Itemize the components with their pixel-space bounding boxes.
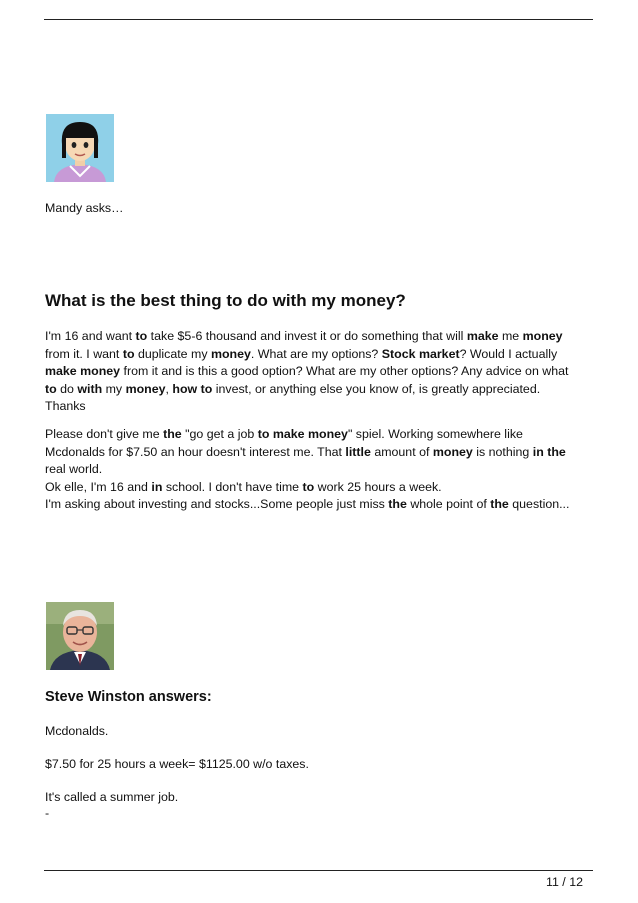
answer-line: $7.50 for 25 hours a week= $1125.00 w/o taxes. xyxy=(45,757,309,771)
top-rule xyxy=(44,19,593,20)
question-line: Mcdonalds for $7.50 an hour doesn't interest me. That little amount of money is nothing in the xyxy=(45,444,566,459)
answer-heading: Steve Winston answers: xyxy=(45,689,212,705)
question-line: I'm asking about investing and stocks...Some people just miss the whole point of the question... xyxy=(45,497,570,511)
question-line: Please don't give me the "go get a job to make money" spiel. Working somewhere like xyxy=(45,427,523,441)
cartoon-girl-avatar-icon xyxy=(46,114,114,182)
asker-intro: Mandy asks… xyxy=(45,201,124,215)
question-line: Thanks xyxy=(45,399,86,413)
answer-line: Mcdonalds. xyxy=(45,724,109,738)
question-line: make money from it and is this a good option? What are my other options? Any advice on what xyxy=(45,364,569,378)
page-number: 11 / 12 xyxy=(546,875,583,889)
asker-avatar xyxy=(46,114,114,182)
question-line: Ok elle, I'm 16 and in school. I don't have time to work 25 hours a week. xyxy=(45,479,442,494)
answer-line: - xyxy=(45,806,50,820)
question-line: to do with my money, how to invest, or anything else you know of, is greatly appreciated. xyxy=(45,381,541,396)
question-body xyxy=(45,328,597,416)
question-line: real world. xyxy=(45,462,103,476)
answerer-avatar xyxy=(46,602,114,670)
question-title: What is the best thing to do with my money? xyxy=(45,291,406,310)
answer-line: It's called a summer job. xyxy=(45,790,179,804)
question-details xyxy=(45,426,597,514)
question-line: I'm 16 and want to take $5-6 thousand and invest it or do something that will make me money xyxy=(45,329,563,343)
bottom-rule xyxy=(44,870,593,871)
older-man-portrait-icon xyxy=(46,602,114,670)
question-line: from it. I want to duplicate my money. What are my options? Stock market? Would I actually xyxy=(45,346,558,361)
